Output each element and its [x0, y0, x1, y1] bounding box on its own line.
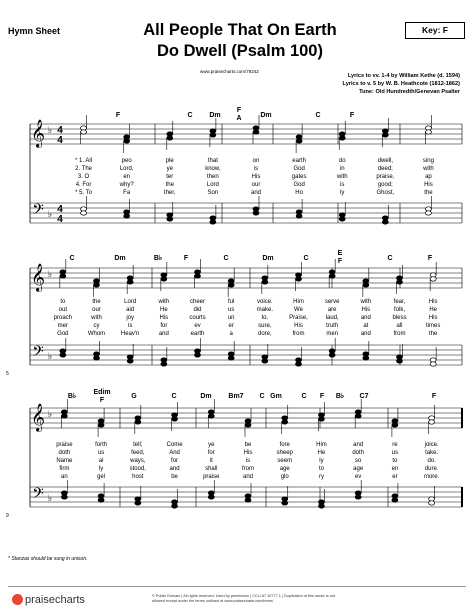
notehead [262, 280, 268, 284]
notehead [425, 130, 431, 134]
lyric-syllable: earth [190, 331, 205, 337]
lyric-syllable: sure, [258, 323, 272, 329]
lyric-syllable: the [428, 331, 438, 337]
lyric-syllable: Whom [87, 331, 106, 337]
lyric-syllable: and [360, 331, 371, 337]
lyric-syllable: times [425, 323, 441, 329]
lyric-syllable: with [158, 299, 170, 305]
lyric-syllable: for [171, 458, 179, 464]
chord-symbol: B♭ [67, 393, 77, 400]
notehead [208, 414, 214, 418]
chord-symbol: C [387, 255, 393, 262]
lyric-syllable: ye [208, 442, 215, 448]
chord-symbol: A [236, 115, 242, 122]
notehead [161, 277, 167, 281]
lyric-syllable: cy [93, 323, 100, 329]
lyric-syllable: voice. [256, 299, 273, 305]
lyric-syllable: the [92, 299, 101, 305]
notehead [363, 356, 369, 360]
lyric-syllable: seem [277, 458, 293, 464]
chord-symbol: Dm [260, 112, 272, 119]
notehead [382, 220, 388, 224]
chord-symbol: F [319, 393, 325, 400]
legal-line-2: allowed except under the terms outlined at www.praisecharts.com/terms [152, 599, 273, 603]
lyric-syllable: Heav'n [120, 331, 140, 337]
lyric-syllable: is [253, 166, 259, 172]
chord-symbol: C [315, 112, 321, 119]
chord-symbol: F [183, 255, 189, 262]
notehead [161, 362, 167, 366]
lyric-syllable: Lord, [119, 166, 134, 172]
lyric-syllable: it [209, 458, 213, 464]
chord-symbol: F [349, 112, 355, 119]
lyric-syllable: us [391, 450, 399, 456]
notehead [425, 211, 431, 215]
lyric-syllable: ways, [130, 458, 146, 464]
lyric-syllable: be [244, 442, 252, 448]
chord-symbol: C [259, 393, 265, 400]
footer-divider [8, 586, 466, 587]
lyric-syllable: at [363, 323, 369, 329]
notehead [210, 220, 216, 224]
credit-tune: Tune: Old Hundredth/Genevan Psalter [359, 89, 460, 95]
lyric-syllable: His [361, 307, 371, 313]
chord-symbol: F [431, 393, 437, 400]
notehead [135, 501, 141, 505]
notehead [228, 283, 234, 287]
lyric-syllable: He [159, 307, 168, 313]
lyric-syllable: 2. The [75, 166, 93, 172]
document-type-label: Hymn Sheet [8, 26, 61, 36]
bass-staff [30, 203, 462, 223]
lyric-syllable: un [227, 315, 235, 321]
measure-number: 5 [6, 371, 9, 377]
chord-symbol: Gm [270, 393, 282, 400]
lyric-syllable: mer [57, 323, 69, 329]
chord-symbol: G [131, 393, 137, 400]
notehead [296, 362, 302, 366]
notehead [245, 498, 251, 502]
lyric-syllable: joice. [424, 442, 439, 448]
lyric-syllable: with [91, 315, 102, 321]
notehead [195, 353, 201, 357]
lyric-syllable: in [339, 166, 345, 172]
lyric-syllable: men [326, 331, 339, 337]
lyric-syllable: is [245, 458, 251, 464]
lyric-syllable: Him [316, 442, 327, 448]
lyric-syllable: * 5. To [75, 190, 93, 196]
time-signature-bottom: 4 [57, 214, 63, 225]
notehead [60, 274, 66, 278]
lyric-syllable: laud, [325, 315, 339, 321]
notehead [60, 353, 66, 357]
lyric-syllable: ye [166, 166, 173, 172]
lyric-syllable: more. [423, 474, 440, 480]
lyric-syllable: He [429, 307, 438, 313]
lyric-syllable: so [355, 458, 362, 464]
lyric-syllable: on [252, 158, 260, 164]
lyric-syllable: and [250, 190, 262, 196]
lyric-syllable: His [294, 323, 303, 329]
key-badge: Key: F [405, 22, 465, 39]
notehead [429, 420, 435, 424]
notehead [94, 283, 100, 287]
lyric-syllable: en [391, 466, 399, 472]
lyric-syllable: 4. For [75, 182, 92, 188]
chord-symbol: Dm [262, 255, 274, 262]
unison-note: * Stanzas should be sung in unison. [8, 556, 88, 562]
lyric-syllable: make. [256, 307, 274, 313]
flat-icon: ♭ [47, 125, 53, 135]
flat-icon: ♭ [47, 209, 53, 219]
title-line-2: Do Dwell (Psalm 100) [157, 42, 323, 60]
lyric-syllable: all [396, 323, 403, 329]
notehead [61, 495, 67, 499]
lyric-syllable: for [207, 450, 215, 456]
notehead [81, 130, 87, 134]
lyric-syllable: al [98, 458, 104, 464]
lyric-syllable: fore [279, 442, 290, 448]
lyric-syllable: forth [95, 442, 108, 448]
lyric-syllable: take. [425, 450, 439, 456]
notehead [392, 498, 398, 502]
notehead [94, 356, 100, 360]
treble-clef-icon: 𝄞 [30, 120, 46, 147]
notehead [282, 501, 288, 505]
title-line-1: All People That On Earth [143, 21, 337, 39]
lyric-syllable: Him [293, 299, 304, 305]
lyric-syllable: age [279, 466, 290, 472]
chord-symbol: Dm [114, 255, 126, 262]
treble-staff [30, 124, 462, 144]
chord-symbol: C [187, 112, 193, 119]
chord-symbol: Dm [200, 393, 212, 400]
lyric-syllable: fear, [393, 299, 406, 305]
legal-line-1: © Public Domain | All rights reserved. Used by permission | CCLI #7 10777 1 | Duplication of this music is not [152, 594, 336, 598]
lyric-syllable: know, [205, 166, 221, 172]
lyric-syllable: re [392, 442, 398, 448]
notehead [127, 359, 133, 363]
lyric-syllable: that [207, 158, 218, 164]
notehead [172, 417, 178, 421]
lyric-syllable: His [159, 315, 169, 321]
notehead [167, 217, 173, 221]
notehead [195, 274, 201, 278]
lyric-syllable: God [293, 182, 305, 188]
notehead [318, 504, 324, 508]
notehead [135, 420, 141, 424]
notehead [363, 283, 369, 287]
lyric-syllable: 3. O [77, 174, 90, 180]
measure-number: 9 [6, 513, 9, 519]
notehead [98, 498, 104, 502]
lyric-syllable: us [227, 307, 235, 313]
lyric-syllable: His [428, 315, 438, 321]
lyric-syllable: dwell, [377, 158, 394, 164]
notehead [339, 136, 345, 140]
notehead [172, 504, 178, 508]
lyric-syllable: gel [97, 474, 106, 480]
lyric-syllable: joy [126, 315, 135, 321]
lyric-syllable: with [336, 174, 348, 180]
notehead [253, 130, 259, 134]
time-signature-top: 4 [57, 204, 63, 215]
lyric-syllable: are [327, 307, 337, 313]
lyric-syllable: to [392, 458, 398, 464]
notehead [296, 139, 302, 143]
lyric-syllable: Lord [124, 299, 137, 305]
lyric-syllable: praise, [376, 174, 395, 180]
lyric-syllable: to [318, 466, 324, 472]
lyric-syllable: ly [98, 466, 104, 472]
lyric-syllable: Lord [206, 182, 219, 188]
flat-icon: ♭ [47, 493, 53, 503]
lyric-syllable: age [353, 466, 364, 472]
notehead [318, 417, 324, 421]
notehead [167, 136, 173, 140]
lyric-syllable: ly [319, 458, 324, 464]
notehead [245, 423, 251, 427]
notehead [355, 414, 361, 418]
lyric-syllable: en [123, 174, 131, 180]
notehead [282, 420, 288, 424]
lyric-syllable: to. [261, 315, 269, 321]
lyric-syllable: out [58, 307, 68, 313]
legal-notice [152, 594, 462, 604]
lyric-syllable: then [207, 174, 219, 180]
lyric-syllable: did [193, 307, 202, 313]
lyric-syllable: ev [355, 474, 362, 480]
notehead [262, 359, 268, 363]
lyric-syllable: His [243, 450, 253, 456]
lyric-syllable: peo [121, 158, 132, 164]
lyric-syllable: ther, [163, 190, 176, 196]
lyric-syllable: gates [291, 174, 307, 180]
lyric-syllable: for [160, 323, 168, 329]
lyric-syllable: bless [392, 315, 407, 321]
flat-icon: ♭ [47, 409, 53, 419]
lyric-syllable: dore, [257, 331, 272, 337]
chord-symbol: F [99, 397, 105, 404]
lyric-syllable: praise [56, 442, 73, 448]
lyric-syllable: and [169, 466, 180, 472]
lyric-syllable: truth [326, 323, 339, 329]
lyric-syllable: Come [166, 442, 183, 448]
lyric-syllable: * 1. All [75, 158, 93, 164]
lyric-syllable: a [229, 331, 233, 337]
lyric-syllable: ly [340, 190, 345, 196]
lyric-syllable: do. [427, 458, 436, 464]
lyric-syllable: stood, [129, 466, 146, 472]
lyric-syllable: from [292, 331, 305, 337]
chord-symbol: F [236, 107, 242, 114]
lyric-syllable: proach [53, 315, 73, 321]
lyric-syllable: Son [207, 190, 219, 196]
chord-symbol: C [69, 255, 75, 262]
source-url: www.praisecharts.com/79242 [200, 69, 259, 74]
lyric-syllable: dure. [424, 466, 439, 472]
lyric-syllable: He [317, 450, 326, 456]
lyric-syllable: tell; [133, 442, 143, 448]
chord-symbol: C [303, 255, 309, 262]
notehead [208, 495, 214, 499]
lyric-syllable: feed, [131, 450, 145, 456]
treble-clef-icon: 𝄞 [30, 264, 46, 291]
chord-symbol: C7 [359, 393, 369, 400]
chord-symbol: F [115, 112, 121, 119]
notehead [124, 139, 130, 143]
lyric-syllable: Ho [295, 190, 303, 196]
lyric-syllable: courts [189, 315, 206, 321]
treble-clef-icon: 𝄞 [30, 404, 46, 431]
lyric-syllable: sheep [276, 450, 293, 456]
lyric-syllable: His [424, 182, 433, 188]
lyric-syllable: Fa [123, 190, 131, 196]
lyric-syllable: deed; [377, 166, 393, 172]
lyric-syllable: And [169, 450, 180, 456]
lyric-syllable: be [171, 474, 178, 480]
notehead [81, 211, 87, 215]
chord-symbol: Bm7 [228, 393, 244, 400]
notehead [228, 356, 234, 360]
lyric-syllable: from [242, 466, 254, 472]
lyric-syllable: We [294, 307, 303, 313]
notehead [296, 214, 302, 218]
lyric-syllable: with [423, 166, 434, 172]
lyric-syllable: praise [203, 474, 220, 480]
notehead [355, 495, 361, 499]
notehead [253, 211, 259, 215]
lyric-syllable: er [228, 323, 234, 329]
notehead [296, 277, 302, 281]
lyric-syllable: good; [377, 182, 393, 188]
chord-symbol: E [337, 250, 343, 257]
notehead [429, 501, 435, 505]
chord-symbol: B♭ [153, 255, 163, 262]
notehead [329, 353, 335, 357]
lyric-syllable: us [97, 450, 105, 456]
chord-symbol: Edim [93, 389, 111, 396]
notehead [430, 362, 436, 366]
lyric-syllable: His [251, 174, 261, 180]
lyric-syllable: glo [280, 474, 289, 480]
notehead [392, 423, 398, 427]
notehead [124, 214, 130, 218]
notehead [430, 277, 436, 281]
lyric-syllable: and [158, 331, 169, 337]
flat-icon: ♭ [47, 351, 53, 361]
lyric-syllable: firm [59, 466, 70, 472]
lyric-syllable: is [127, 323, 133, 329]
lyric-syllable: shall [205, 466, 218, 472]
lyric-syllable: with [360, 299, 372, 305]
lyric-syllable: ry [318, 474, 324, 480]
lyric-syllable: cheer [189, 299, 206, 305]
lyric-syllable: the [165, 182, 174, 188]
lyric-syllable: doth [58, 450, 71, 456]
lyric-syllable: ple [165, 158, 174, 164]
lyric-syllable: our [92, 307, 101, 313]
lyric-syllable: do [338, 158, 346, 164]
bass-clef-icon: 𝄢 [32, 201, 44, 221]
lyric-syllable: is [340, 182, 345, 188]
notehead [382, 133, 388, 137]
chord-symbol: C [301, 393, 307, 400]
lyric-syllable: ful [227, 299, 235, 305]
lyric-syllable: to [60, 299, 66, 305]
notehead [127, 280, 133, 284]
lyric-syllable: Praise, [289, 315, 308, 321]
lyric-syllable: host [132, 474, 144, 480]
credit-lyrics-2: Lyrics to v. 5 by W. B. Heathcote (1812-1862) [342, 81, 460, 87]
bass-clef-icon: 𝄢 [32, 485, 44, 505]
lyric-syllable: the [424, 190, 433, 196]
notehead [98, 423, 104, 427]
lyric-syllable: sing [422, 158, 434, 164]
lyric-syllable: our [251, 182, 261, 188]
chord-symbol: F [337, 258, 343, 265]
notehead [61, 414, 67, 418]
logo-play-icon [12, 594, 23, 605]
lyric-syllable: and [353, 442, 364, 448]
lyric-syllable: an [61, 474, 68, 480]
notehead [339, 217, 345, 221]
lyric-syllable: serve [324, 299, 340, 305]
lyric-syllable: folk, [393, 307, 406, 313]
notehead [397, 359, 403, 363]
lyric-syllable: aid [126, 307, 135, 313]
lyric-syllable: why? [119, 182, 134, 188]
lyric-syllable: and [360, 315, 371, 321]
praisecharts-logo [12, 594, 85, 606]
lyric-syllable: God [293, 166, 305, 172]
lyric-syllable: er [392, 474, 398, 480]
notehead [210, 133, 216, 137]
flat-icon: ♭ [47, 269, 53, 279]
lyric-syllable: ter [166, 174, 174, 180]
lyric-syllable: God [57, 331, 69, 337]
logo-text: praisecharts [25, 594, 85, 606]
chord-symbol: C [223, 255, 229, 262]
chord-symbol: F [427, 255, 433, 262]
notehead [397, 280, 403, 284]
lyric-syllable: doth [352, 450, 365, 456]
lyric-syllable: and [242, 474, 254, 480]
chord-symbol: Dm [209, 112, 221, 119]
chord-symbol: B♭ [335, 393, 345, 400]
time-signature-bottom: 4 [57, 135, 63, 146]
lyric-syllable: Name [56, 458, 73, 464]
lyric-syllable: from [393, 331, 406, 337]
lyric-syllable: Ghost, [376, 190, 395, 196]
credit-lyrics-1: Lyrics to vv. 1-4 by William Kethe (d. 1594) [347, 73, 460, 79]
notehead [329, 274, 335, 278]
lyric-syllable: earth [292, 158, 306, 164]
lyric-syllable: ev [194, 323, 201, 329]
time-signature-top: 4 [57, 125, 63, 136]
bass-clef-icon: 𝄢 [32, 343, 44, 363]
chord-symbol: C [171, 393, 177, 400]
lyric-syllable: ap [425, 174, 432, 180]
lyric-syllable: His [428, 299, 438, 305]
